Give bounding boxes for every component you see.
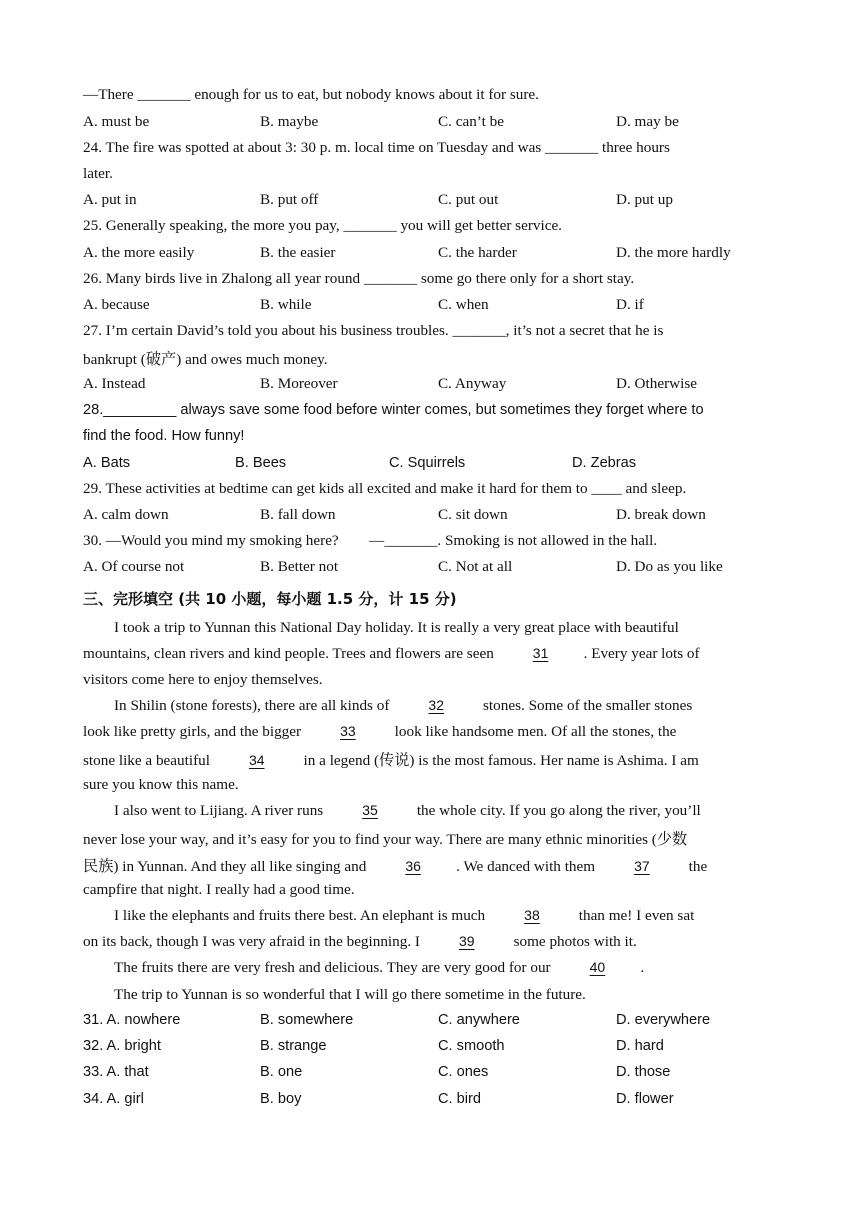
passage-line: 民族) in Yunnan. And they all like singing and 36 . We danced with them 37 the — [83, 858, 708, 875]
option-b[interactable]: B. maybe — [260, 113, 319, 130]
option-b[interactable]: B. one — [260, 1064, 303, 1080]
option-a[interactable]: 32. A. bright — [83, 1038, 161, 1054]
option-a[interactable]: A. calm down — [83, 506, 169, 523]
passage-line: sure you know this name. — [83, 776, 239, 793]
q24-stem-cont: later. — [83, 165, 113, 182]
blank-40[interactable]: 40 — [589, 959, 606, 975]
passage-line: The trip to Yunnan is so wonderful that I will go there sometime in the future. — [114, 986, 586, 1003]
q30-stem: 30. —Would you mind my smoking here? —_______. Smoking is not allowed in the hall. — [83, 532, 658, 549]
option-a[interactable]: A. put in — [83, 191, 137, 208]
q29-stem: 29. These activities at bedtime can get kids all excited and make it hard for them to ____ and sleep. — [83, 480, 687, 497]
option-d[interactable]: D. Otherwise — [616, 375, 697, 392]
q26-options — [83, 296, 803, 318]
passage-line: stone like a beautiful 34 in a legend (传说) is the most famous. Her name is Ashima. I am — [83, 752, 699, 769]
passage-line: never lose your way, and it’s easy for you to find your way. There are many ethnic minorities (少数 — [83, 831, 688, 848]
passage-line: I took a trip to Yunnan this National Day holiday. It is really a very great place with beautiful — [114, 619, 679, 636]
q25-stem: 25. Generally speaking, the more you pay, _______ you will get better service. — [83, 217, 562, 234]
option-a[interactable]: 31. A. nowhere — [83, 1012, 181, 1028]
option-a[interactable]: A. Bats — [83, 455, 131, 471]
option-d[interactable]: D. hard — [616, 1038, 664, 1054]
option-d[interactable]: D. if — [616, 296, 644, 313]
q31-options — [83, 1012, 803, 1034]
option-c[interactable]: C. Squirrels — [389, 455, 466, 471]
option-c[interactable]: C. when — [438, 296, 489, 313]
option-a[interactable]: 33. A. that — [83, 1064, 149, 1080]
option-d[interactable]: D. Zebras — [572, 455, 637, 471]
q32-options — [83, 1038, 803, 1060]
option-c[interactable]: C. can’t be — [438, 113, 504, 130]
q27-stem-cont: bankrupt (破产) and owes much money. — [83, 351, 328, 368]
q27-options — [83, 375, 803, 397]
option-d[interactable]: D. those — [616, 1064, 671, 1080]
option-a[interactable]: A. must be — [83, 113, 150, 130]
option-b[interactable]: B. Bees — [235, 455, 287, 471]
blank-31[interactable]: 31 — [532, 645, 549, 661]
blank-34[interactable]: 34 — [248, 752, 265, 768]
passage-line: The fruits there are very fresh and delicious. They are very good for our 40 . — [114, 959, 645, 976]
option-b[interactable]: B. somewhere — [260, 1012, 354, 1028]
option-c[interactable]: C. sit down — [438, 506, 508, 523]
section-heading: 三、完形填空 (共 10 小题，每小题 1.5 分，计 15 分) — [83, 590, 457, 608]
passage-line: look like pretty girls, and the bigger 33 look like handsome men. Of all the stones, the — [83, 723, 677, 740]
blank-35[interactable]: 35 — [362, 802, 378, 818]
q24-options — [83, 191, 803, 213]
q25-options — [83, 244, 803, 266]
option-d[interactable]: D. flower — [616, 1091, 674, 1107]
passage-line: I also went to Lijiang. A river runs 35 the whole city. If you go along the river, you’ll — [114, 802, 701, 819]
q33-options — [83, 1064, 803, 1086]
option-b[interactable]: B. while — [260, 296, 312, 313]
q34-options — [83, 1091, 803, 1113]
option-d[interactable]: D. the more hardly — [616, 244, 731, 261]
passage-line: visitors come here to enjoy themselves. — [83, 671, 323, 688]
option-d[interactable]: D. Do as you like — [616, 558, 723, 575]
blank-32[interactable]: 32 — [428, 697, 444, 713]
option-c[interactable]: C. ones — [438, 1064, 489, 1080]
option-c[interactable]: C. the harder — [438, 244, 517, 261]
blank-39[interactable]: 39 — [459, 933, 475, 949]
passage-line: In Shilin (stone forests), there are all kinds of 32 stones. Some of the smaller stones — [114, 697, 693, 714]
q24-stem: 24. The fire was spotted at about 3: 30 p. m. local time on Tuesday and was _______ three hours — [83, 139, 670, 156]
option-d[interactable]: D. break down — [616, 506, 706, 523]
option-b[interactable]: B. boy — [260, 1091, 302, 1107]
option-b[interactable]: B. put off — [260, 191, 319, 208]
passage-line: on its back, though I was very afraid in the beginning. I 39 some photos with it. — [83, 933, 637, 950]
option-b[interactable]: B. strange — [260, 1038, 327, 1054]
passage-line: mountains, clean rivers and kind people. Trees and flowers are seen 31 . Every year lots of — [83, 645, 700, 662]
option-a[interactable]: A. because — [83, 296, 150, 313]
option-b[interactable]: B. fall down — [260, 506, 336, 523]
q28-options — [83, 455, 803, 477]
option-b[interactable]: B. Moreover — [260, 375, 338, 392]
option-c[interactable]: C. anywhere — [438, 1012, 520, 1028]
q27-stem: 27. I’m certain David’s told you about his business troubles. _______, it’s not a secret that he is — [83, 322, 664, 339]
option-d[interactable]: D. may be — [616, 113, 679, 130]
option-a[interactable]: A. Of course not — [83, 558, 185, 575]
blank-37[interactable]: 37 — [634, 858, 650, 874]
q30-options — [83, 558, 803, 580]
q23-stem: —There _______ enough for us to eat, but nobody knows about it for sure. — [83, 86, 539, 103]
q28-stem: 28._________ always save some food before winter comes, but sometimes they forget where to — [83, 402, 704, 418]
option-a[interactable]: A. Instead — [83, 375, 146, 392]
option-a[interactable]: 34. A. girl — [83, 1091, 144, 1107]
option-b[interactable]: B. Better not — [260, 558, 339, 575]
option-c[interactable]: C. bird — [438, 1091, 481, 1107]
passage-line: I like the elephants and fruits there best. An elephant is much 38 than me! I even sat — [114, 907, 695, 924]
option-c[interactable]: C. put out — [438, 191, 499, 208]
option-b[interactable]: B. the easier — [260, 244, 336, 261]
blank-33[interactable]: 33 — [340, 723, 356, 739]
q29-options — [83, 506, 803, 528]
q23-options — [83, 113, 803, 135]
q28-stem-cont: find the food. How funny! — [83, 428, 245, 444]
option-d[interactable]: D. everywhere — [616, 1012, 711, 1028]
blank-38[interactable]: 38 — [524, 907, 540, 923]
option-a[interactable]: A. the more easily — [83, 244, 195, 261]
option-c[interactable]: C. smooth — [438, 1038, 505, 1054]
blank-36[interactable]: 36 — [405, 858, 421, 874]
option-d[interactable]: D. put up — [616, 191, 673, 208]
option-c[interactable]: C. Anyway — [438, 375, 507, 392]
q26-stem: 26. Many birds live in Zhalong all year round _______ some go there only for a short stay. — [83, 270, 635, 287]
passage-line: campfire that night. I really had a good time. — [83, 881, 355, 898]
option-c[interactable]: C. Not at all — [438, 558, 513, 575]
